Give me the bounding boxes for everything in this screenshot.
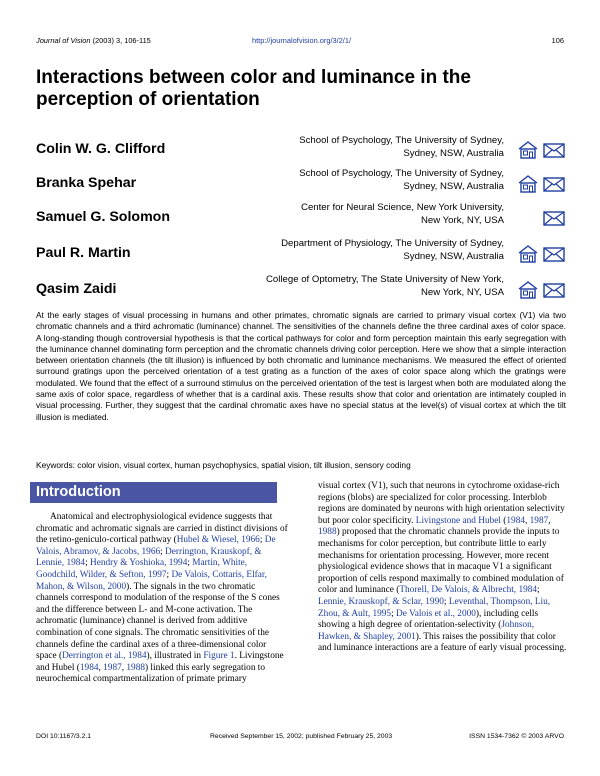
keywords: Keywords: color vision, visual cortex, human psychophysics, spatial vision, tilt illusion, sensory coding bbox=[36, 460, 411, 470]
journal-name: Journal of Vision bbox=[36, 36, 91, 45]
citation-link[interactable]: Leventhal, Thompson, Liu, Zhou, & Ault, 1995 bbox=[318, 596, 551, 619]
author-name: Qasim Zaidi bbox=[36, 281, 117, 297]
text: ; bbox=[85, 558, 90, 569]
journal-citation bbox=[36, 36, 151, 45]
citation-link[interactable]: Derrington, Krauskopf, & Lennie, 1984 bbox=[36, 546, 262, 569]
affiliation-location: New York, NY, USA bbox=[420, 287, 504, 298]
paragraph bbox=[318, 481, 568, 655]
author-name: Colin W. G. Clifford bbox=[36, 141, 166, 157]
text: ( bbox=[500, 515, 507, 526]
affiliation-location: Sydney, NSW, Australia bbox=[403, 148, 504, 159]
citation-link[interactable]: Derrington et al., 1984 bbox=[62, 651, 147, 662]
paper-title: Interactions between color and luminance in the perception of orientation bbox=[36, 67, 471, 110]
text: ; bbox=[537, 585, 540, 596]
citation-link[interactable]: 1987 bbox=[529, 515, 549, 526]
home-icon[interactable] bbox=[517, 280, 539, 300]
abstract: At the early stages of visual processing in humans and other primates, chromatic signals are carried to primary visual cortex (V1) via two chromatic channels and a third achromatic (luminance) channel. The sensitivities of the channels define the three cardinal axes of color space. A long-standing though controversial hypothesis is that the cortical pathways for color and form perception maintain this early segregation with the luminance channel dominating form perception and the chromatic channels driving color perception. Here we show that a simple interaction between orientation channels (the tilt illusion) is influenced by both chromatic and luminance mechanisms. We measured the effect of oriented surround gratings upon the perceived orientation of a test grating as a function of the axes of color space along which the gratings were modulated. We found that the effect of a surround stimulus on the perceived orientation of the test is largest when both are modulated along the same axis of color space, regardless of whether that is a cardinal axis. These results show that color and orientation are intimately coupled in visual processing. Further, they suggest that the cardinal chromatic axes have no special status at the level(s) of visual cortex at which the tilt illusion is mediated. bbox=[36, 310, 566, 422]
home-icon[interactable] bbox=[517, 140, 539, 160]
author-icons bbox=[517, 208, 567, 228]
affiliation-location: Sydney, NSW, Australia bbox=[403, 251, 504, 262]
author-icons bbox=[517, 140, 567, 160]
citation-link[interactable]: Thorell, De Valois, & Albrecht, 1984 bbox=[399, 585, 538, 596]
text: ; bbox=[187, 558, 193, 569]
text: ) linked this early segregation to neurochemical compartmentalization of primate primary bbox=[36, 662, 266, 685]
affiliation-location: Sydney, NSW, Australia bbox=[403, 181, 504, 192]
author-icons bbox=[517, 174, 567, 194]
citation-link[interactable]: 1984 bbox=[506, 515, 525, 526]
text: ) proposed that the chromatic channels provide the inputs to mechanisms for color perception, but contribute little to early mechanisms for orientation processing. However, more recent physiological evidence shows that in macaque V1 a significant proportion of cells respond maximally to combined modulation of color and luminance ( bbox=[318, 527, 564, 596]
citation-link[interactable]: 1984 bbox=[79, 662, 99, 673]
text: ; bbox=[259, 535, 265, 546]
figure-link[interactable]: Figure 1 bbox=[203, 651, 235, 662]
affiliation-line: College of Optometry, The State University of New York, bbox=[266, 274, 504, 285]
publication-dates: Received September 15, 2002; published February 25, 2003 bbox=[210, 733, 393, 740]
email-icon[interactable] bbox=[543, 177, 565, 192]
text: ; bbox=[160, 546, 166, 557]
text: ), illustrated in bbox=[146, 651, 204, 662]
text: ; bbox=[166, 569, 172, 580]
citation-link[interactable]: De Valois, Cottaris, Elfar, Mahon, & Wilson, 2000 bbox=[36, 569, 267, 592]
text: , bbox=[525, 515, 530, 526]
author-affiliation bbox=[204, 201, 504, 227]
text: ). The signals in the two chromatic channels correspond to modulation of the response of the S cones and the difference between L- and M-cone activation. The achromatic (luminance) channel is derived from additive combination of cone signals. The chromatic sensitivities of the channels define the cardinal axes of a three-dimensional color space ( bbox=[36, 581, 280, 662]
text: ; bbox=[391, 608, 397, 619]
affiliation-line: School of Psychology, The University of Sydney, bbox=[299, 135, 504, 146]
author-affiliation bbox=[204, 167, 504, 193]
citation-link[interactable]: 1988 bbox=[318, 527, 337, 538]
citation-link[interactable]: Livingstone and Hubel bbox=[415, 515, 501, 526]
affiliation-line: School of Psychology, The University of Sydney, bbox=[299, 168, 504, 179]
author-name: Samuel G. Solomon bbox=[36, 209, 171, 225]
body-column-left bbox=[36, 512, 288, 686]
author-affiliation bbox=[204, 273, 504, 299]
citation-link[interactable]: Martin, White, Goodchild, Wilder, & Sefton, 1997 bbox=[36, 558, 248, 580]
citation-link[interactable]: Hubel & Wiesel, 1966 bbox=[176, 535, 260, 546]
text: visual cortex (V1), such that neurons in cytochrome oxidase-rich regions (blobs) are specialized for color processing. Interblob regions are dominated by neurons with high orientation selectivity but poor color specificity. bbox=[318, 481, 565, 526]
section-title: Introduction bbox=[36, 484, 121, 500]
body-column-right bbox=[318, 481, 568, 655]
text: . Livingstone and Hubel ( bbox=[36, 651, 284, 673]
email-icon[interactable] bbox=[543, 211, 565, 226]
citation-link[interactable]: Hendry & Yoshioka, 1994 bbox=[89, 558, 188, 569]
home-icon[interactable] bbox=[517, 244, 539, 264]
paragraph bbox=[36, 512, 288, 686]
author-affiliation bbox=[204, 134, 504, 160]
email-icon[interactable] bbox=[543, 283, 565, 298]
citation-link[interactable]: De Valois, Abramov, & Jacobs, 1966 bbox=[36, 535, 276, 557]
author-name: Branka Spehar bbox=[36, 175, 137, 191]
text: , bbox=[548, 515, 551, 526]
email-icon[interactable] bbox=[543, 143, 565, 158]
affiliation-location: New York, NY, USA bbox=[420, 215, 504, 226]
issn: ISSN 1534-7362 © 2003 ARVO bbox=[469, 733, 564, 740]
citation-link[interactable]: Johnson, Hawken, & Shapley, 2001 bbox=[318, 620, 535, 642]
citation-link[interactable]: De Valois et al., 2000 bbox=[396, 608, 476, 619]
author-affiliation bbox=[204, 237, 504, 263]
citation-link[interactable]: 1988 bbox=[126, 662, 145, 673]
author-icons bbox=[517, 280, 567, 300]
volume-pages: (2003) 3, 106-115 bbox=[92, 36, 151, 45]
section-header bbox=[30, 482, 277, 503]
text: Anatomical and electrophysiological evidence suggests that chromatic and achromatic signals are carried in distinct divisions of the retino-geniculo-cortical pathway ( bbox=[36, 512, 288, 546]
article-url[interactable]: http://journalofvision.org/3/2/1/ bbox=[252, 36, 352, 45]
text: , bbox=[98, 662, 104, 673]
text: ), including cells showing a high degree of orientation-selectivity ( bbox=[318, 608, 539, 631]
home-icon[interactable] bbox=[517, 174, 539, 194]
citation-link[interactable]: 1987 bbox=[103, 662, 122, 673]
doi: DOI 10:1167/3.2.1 bbox=[36, 733, 92, 740]
affiliation-line: Center for Neural Science, New York University, bbox=[301, 202, 504, 213]
email-icon[interactable] bbox=[543, 247, 565, 262]
page-number: 106 bbox=[551, 36, 564, 45]
text: , bbox=[121, 662, 127, 673]
citation-link[interactable]: Lennie, Krauskopf, & Sclar, 1990 bbox=[318, 596, 444, 607]
affiliation-line: Department of Physiology, The University of Sydney, bbox=[281, 238, 504, 249]
text: ; bbox=[443, 596, 449, 607]
text: ). This raises the possibility that color and luminance interactions are a feature of early visual processing. bbox=[318, 631, 567, 654]
author-name: Paul R. Martin bbox=[36, 245, 131, 261]
author-icons bbox=[517, 244, 567, 264]
